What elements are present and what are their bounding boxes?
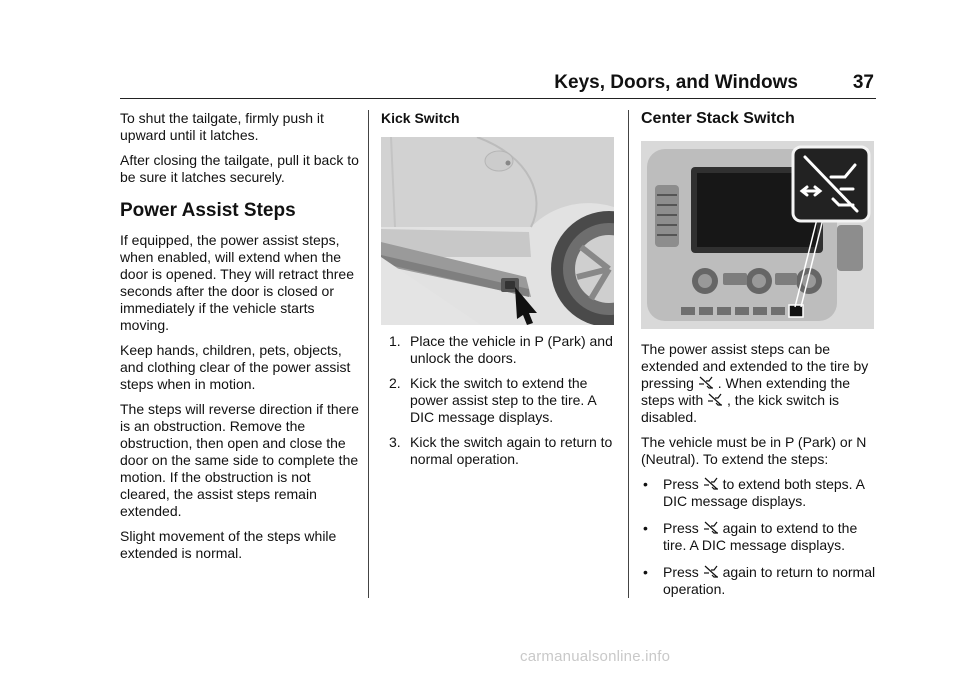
bullet-press-word: Press bbox=[663, 564, 699, 580]
bullet-remainder: again to extend to the tire. A DIC message displays. bbox=[663, 520, 858, 553]
step-1 bbox=[381, 333, 614, 367]
center-stack-switch-image bbox=[641, 141, 874, 329]
power-steps-icon bbox=[703, 521, 719, 534]
power-steps-icon bbox=[698, 376, 714, 389]
column-divider-2 bbox=[628, 110, 629, 598]
step-text: Place the vehicle in P (Park) and unlock the doors. bbox=[410, 333, 613, 366]
paragraph-steps-obstruction: The steps will reverse direction if there is an obstruction. Remove the obstruction, then open and close the door on the same side to complete the motion. If the obstruction is not cleared, the assist steps remain extended. bbox=[120, 401, 359, 519]
bullet-text bbox=[663, 520, 881, 554]
header-rule bbox=[120, 98, 876, 99]
paragraph-center-stack-part-3: , the kick switch is disabled. bbox=[641, 392, 840, 425]
bullet-text bbox=[663, 476, 881, 510]
column-2 bbox=[381, 110, 614, 476]
column-1 bbox=[120, 110, 360, 570]
kick-switch-steps bbox=[381, 333, 614, 468]
column-divider-1 bbox=[368, 110, 369, 598]
step-number: 1. bbox=[389, 333, 401, 349]
paragraph-steps-movement: Slight movement of the steps while extended is normal. bbox=[120, 528, 337, 561]
kick-switch-image bbox=[381, 137, 614, 325]
center-stack-bullets bbox=[641, 476, 881, 598]
page-number: 37 bbox=[852, 72, 874, 93]
step-number: 2. bbox=[389, 375, 401, 391]
power-steps-icon bbox=[707, 393, 723, 406]
bullet-text bbox=[663, 564, 881, 598]
bullet-dot: • bbox=[643, 564, 648, 580]
bullet-item bbox=[641, 564, 881, 598]
section-title: Keys, Doors, and Windows bbox=[554, 72, 798, 93]
step-3 bbox=[381, 434, 614, 468]
bullet-remainder: to extend both steps. A DIC message displays. bbox=[663, 476, 865, 509]
column-3 bbox=[641, 110, 881, 608]
paragraph-center-stack-part-1: The power assist steps can be extended and extended to the tire by pressing bbox=[641, 341, 869, 391]
bullet-press-word: Press bbox=[663, 476, 699, 492]
step-text: Kick the switch again to return to normal operation. bbox=[410, 434, 613, 467]
step-2 bbox=[381, 375, 614, 426]
paragraph-extend-requirements: The vehicle must be in P (Park) or N (Neutral). To extend the steps: bbox=[641, 434, 867, 467]
step-number: 3. bbox=[389, 434, 401, 450]
bullet-dot: • bbox=[643, 476, 648, 492]
paragraph-steps-intro: If equipped, the power assist steps, when enabled, will extend when the door is opened. They will retract three seconds after the door is closed or immediately if the vehicle starts moving. bbox=[120, 232, 354, 333]
bullet-item bbox=[641, 476, 881, 510]
paragraph-tailgate-shut: To shut the tailgate, firmly push it upward until it latches. bbox=[120, 110, 324, 143]
watermark: carmanualsonline.info bbox=[520, 648, 671, 665]
heading-center-stack-switch: Center Stack Switch bbox=[641, 110, 795, 127]
bullet-item bbox=[641, 520, 881, 554]
bullet-press-word: Press bbox=[663, 520, 699, 536]
bullet-remainder: again to return to normal operation. bbox=[663, 564, 876, 597]
paragraph-tailgate-check: After closing the tailgate, pull it back to be sure it latches securely. bbox=[120, 152, 359, 185]
bullet-dot: • bbox=[643, 520, 648, 536]
paragraph-center-stack-part-2: . When extending the steps with bbox=[641, 375, 851, 408]
power-steps-icon bbox=[703, 565, 719, 578]
paragraph-center-stack bbox=[641, 341, 881, 426]
page-header bbox=[120, 68, 876, 98]
step-text: Kick the switch to extend the power assist step to the tire. A DIC message displays. bbox=[410, 375, 596, 425]
power-steps-icon bbox=[703, 477, 719, 490]
heading-kick-switch: Kick Switch bbox=[381, 110, 460, 126]
paragraph-steps-caution: Keep hands, children, pets, objects, and clothing clear of the power assist steps when in motion. bbox=[120, 342, 351, 392]
heading-power-assist-steps: Power Assist Steps bbox=[120, 200, 296, 221]
